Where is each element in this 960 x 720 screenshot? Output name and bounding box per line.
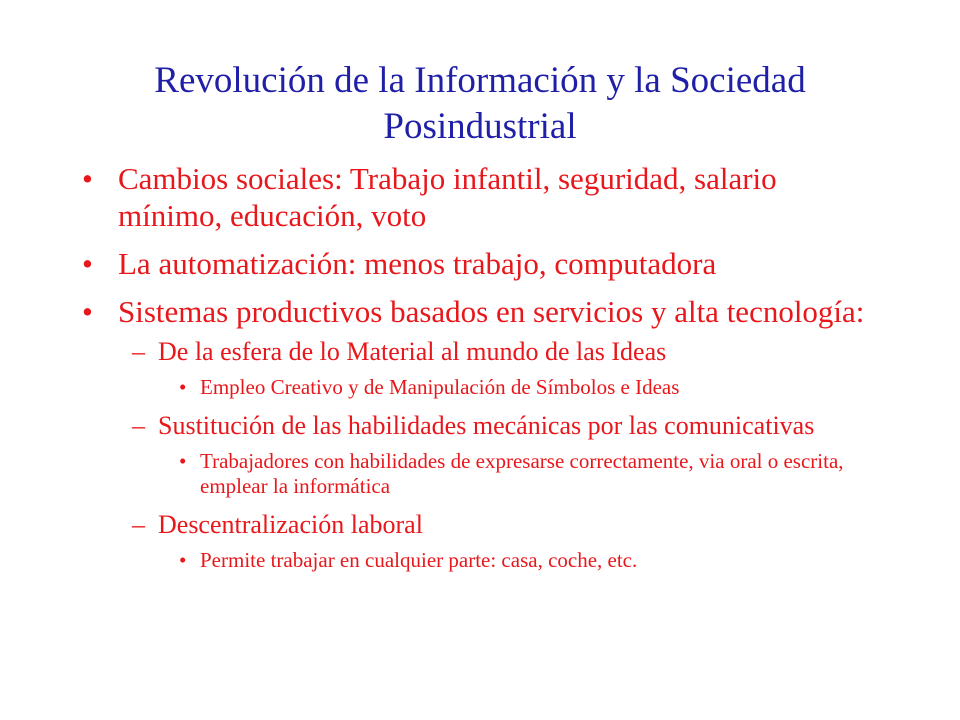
bullet-item bbox=[82, 245, 872, 282]
sub-sub-bullet-text: Trabajadores con habilidades de expresarse correctamente, via oral o escrita, emplear la informática bbox=[200, 449, 844, 498]
bullet-marker: • bbox=[82, 246, 93, 281]
slide-title: Revolución de la Información y la Sociedad Posindustrial bbox=[154, 60, 806, 147]
sub-bullet-text: Sustitución de las habilidades mecánicas por las comunicativas bbox=[158, 411, 815, 440]
sub-sub-bullet-item bbox=[82, 548, 872, 573]
bullet-text: La automatización: menos trabajo, computadora bbox=[118, 246, 717, 281]
sub-sub-bullet-text: Empleo Creativo y de Manipulación de Símbolos e Ideas bbox=[200, 375, 680, 399]
dash-marker: – bbox=[132, 510, 145, 539]
dash-marker: – bbox=[132, 337, 145, 366]
bullet-item bbox=[82, 160, 872, 234]
sub-bullet-item bbox=[82, 336, 872, 367]
bullet-marker: • bbox=[179, 449, 187, 473]
bullet-item bbox=[82, 293, 872, 330]
dash-marker: – bbox=[132, 411, 145, 440]
sub-bullet-text: Descentralización laboral bbox=[158, 510, 423, 539]
sub-sub-bullet-item bbox=[82, 375, 872, 400]
bullet-text: Sistemas productivos basados en servicios y alta tecnología: bbox=[118, 294, 865, 329]
sub-sub-bullet-text: Permite trabajar en cualquier parte: casa, coche, etc. bbox=[200, 548, 638, 572]
bullet-marker: • bbox=[82, 294, 93, 329]
sub-sub-bullet-item bbox=[82, 449, 872, 499]
slide-content bbox=[82, 160, 872, 583]
bullet-marker: • bbox=[179, 548, 187, 572]
sub-bullet-text: De la esfera de lo Material al mundo de las Ideas bbox=[158, 337, 667, 366]
sub-bullet-item bbox=[82, 509, 872, 540]
sub-bullet-item bbox=[82, 410, 872, 441]
bullet-marker: • bbox=[179, 375, 187, 399]
bullet-marker: • bbox=[82, 161, 93, 196]
bullet-text: Cambios sociales: Trabajo infantil, seguridad, salario mínimo, educación, voto bbox=[118, 161, 777, 233]
